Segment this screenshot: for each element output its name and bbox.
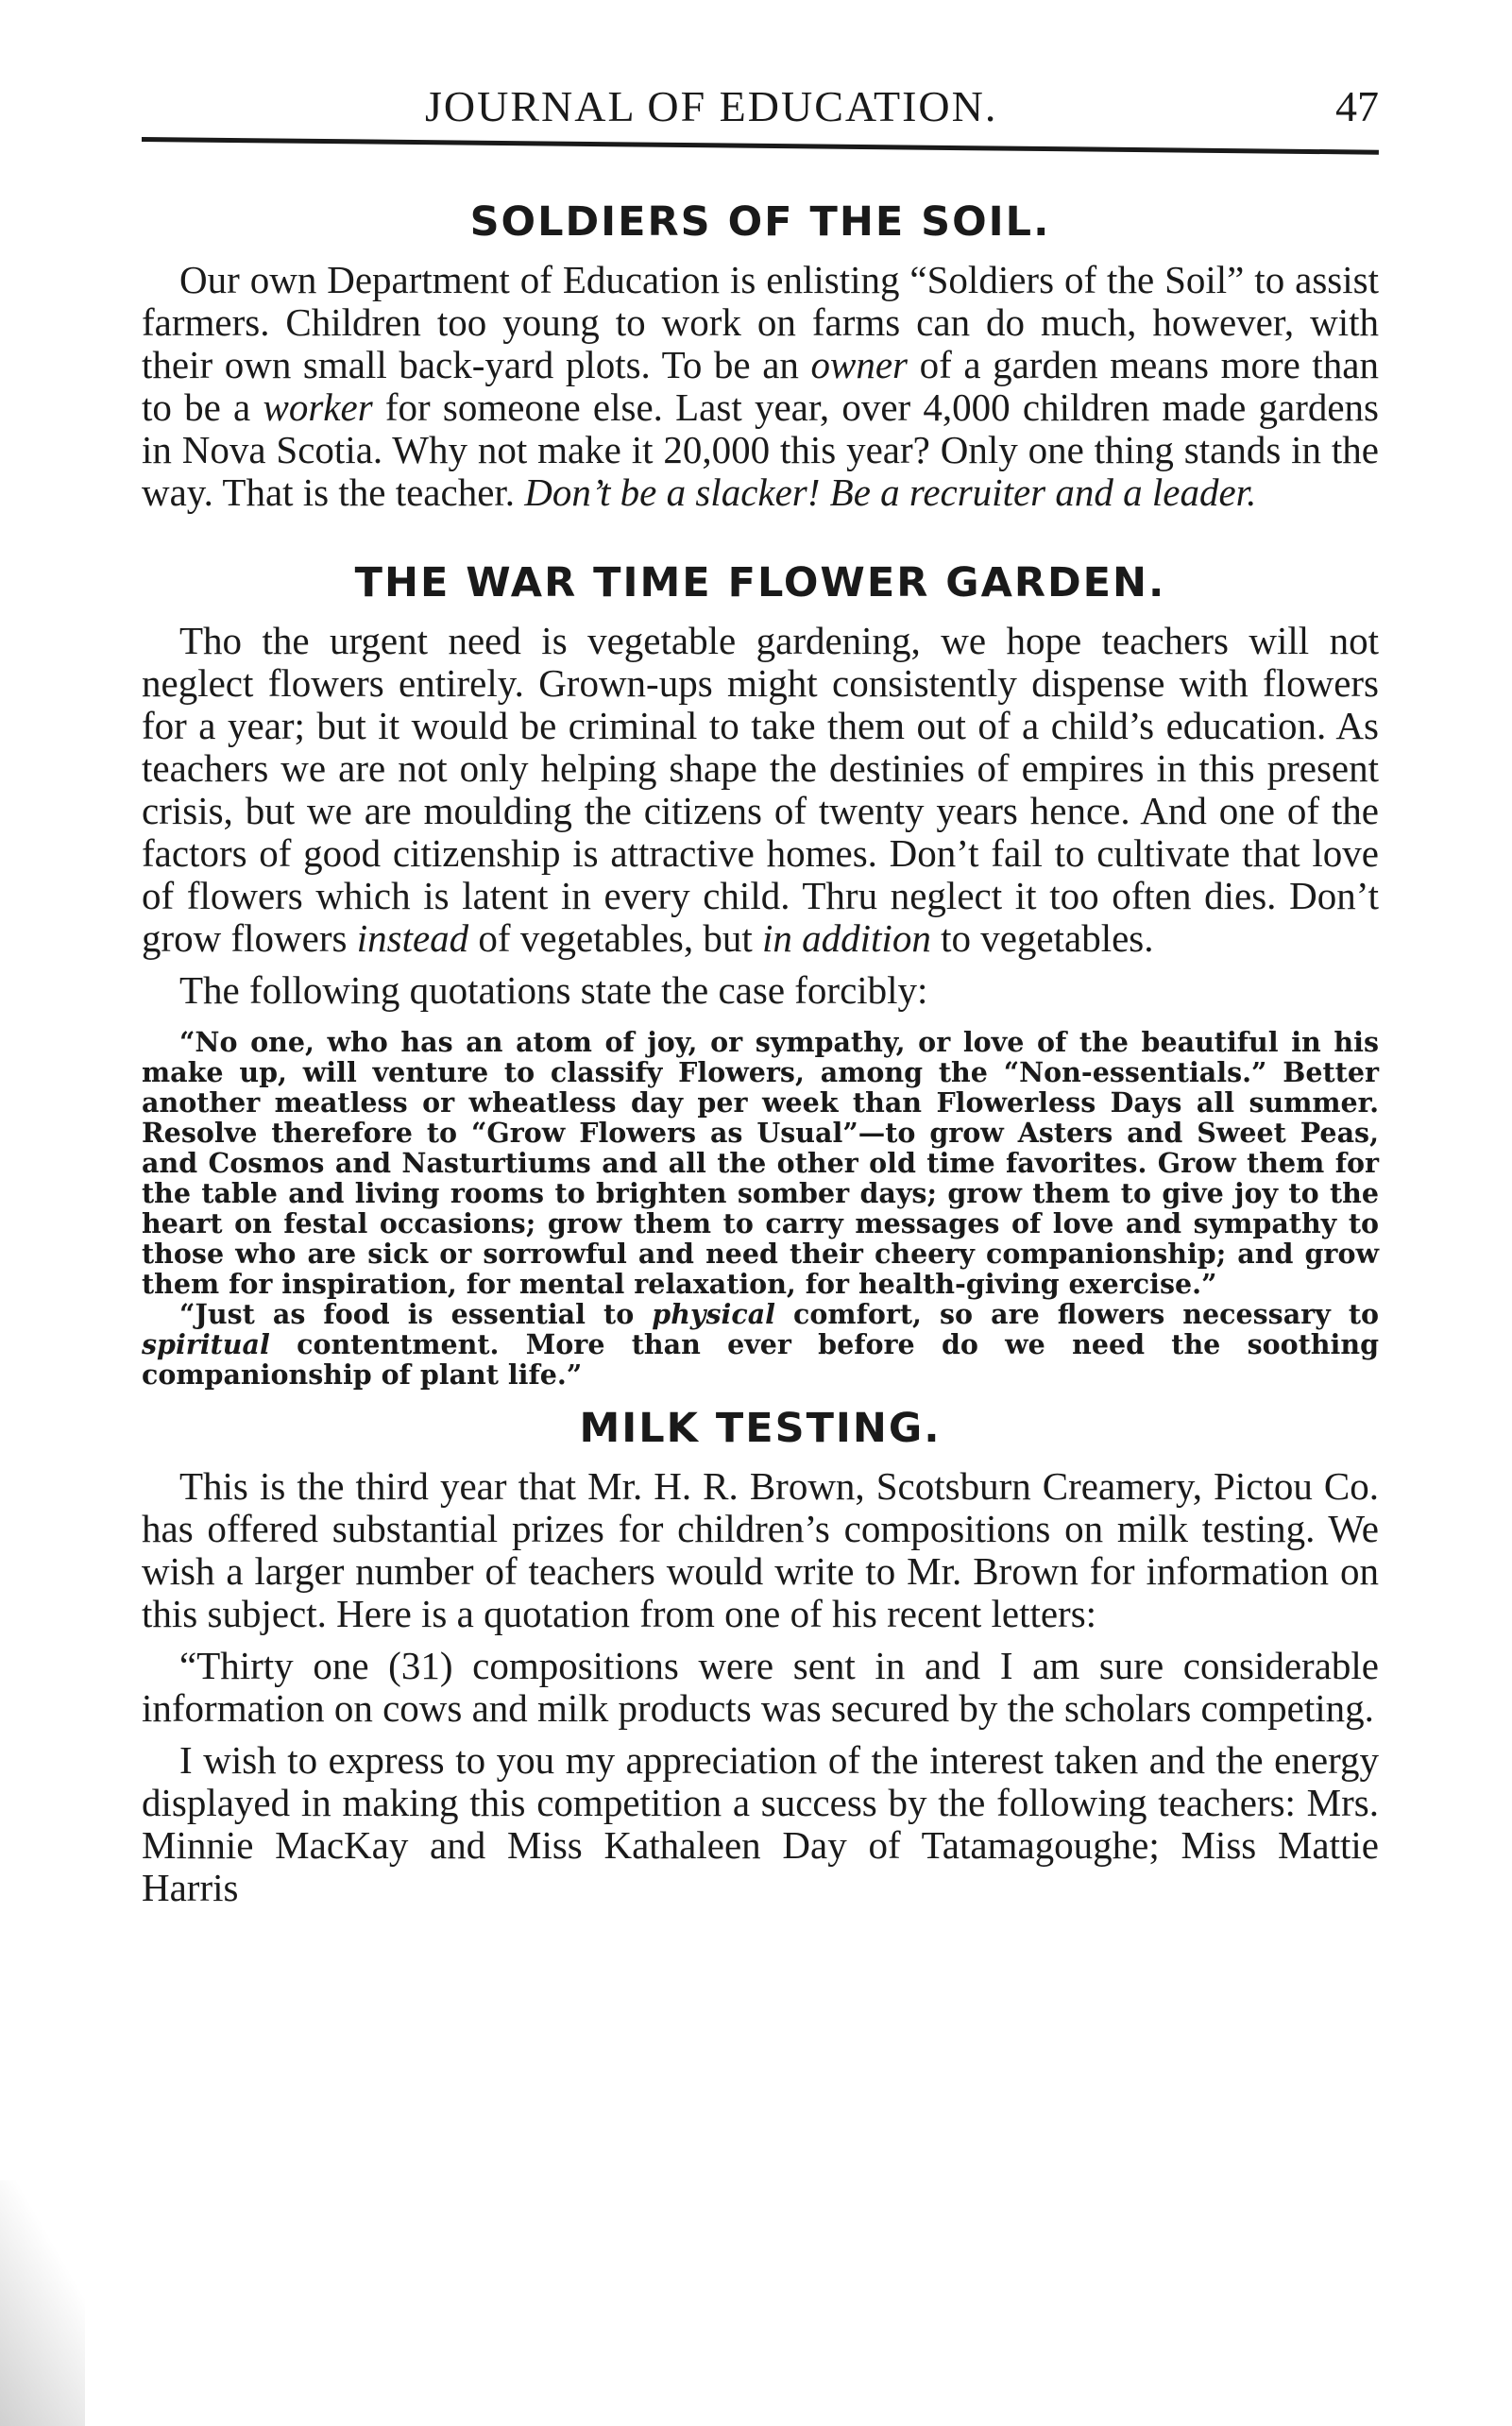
emphasis: owner: [810, 343, 908, 386]
section-soldiers-of-the-soil: [142, 198, 1379, 514]
text-run: of vegetables, but: [468, 916, 762, 960]
section-heading: SOLDIERS OF THE SOIL.: [469, 198, 1051, 246]
header-rule: [142, 137, 1379, 155]
emphasis: worker: [263, 385, 373, 429]
emphasis: spiritual: [142, 1328, 270, 1360]
quotation: “No one, who has an atom of joy, or sympathy, or love of the beautiful in his make up, will venture to classify Flowers, among the “Non-essentials.” Better another meatless or wheatless day per week than Flowerless Days all summer. Resolve therefore to “Grow Flowers as Usual”—to grow Asters and Sweet Peas, and Cosmos and Nasturtiums and all the other old time favorites. Grow them for the table and living rooms to brighten somber days; grow them to give joy to the heart on festal occasions; grow them to carry messages of love and sympathy to those who are sick or sorrowful and need their cheery companionship; and grow them for inspiration, for mental relaxation, for health-giving exercise.”: [142, 1026, 1379, 1300]
text-run: for someone else. Last year, over 4,000 children made gardens in Nova Scotia. Why not make it 20,000 this year? Only one thing stands in the way. That is the teacher.: [142, 385, 1379, 514]
section-heading: THE WAR TIME FLOWER GARDEN.: [354, 559, 1166, 606]
paragraph: The following quotations state the case forcibly:: [179, 968, 928, 1012]
quotation: [142, 1299, 1379, 1390]
emphasis: in addition: [762, 916, 931, 960]
text-run: to vegetables.: [930, 916, 1154, 960]
text-run: Our own Department of Education is enlisting “Soldiers of the Soil” to assist farmers. Children too young to work on farms can do much, however, with their own small back-yard plots. To be an: [142, 258, 1379, 386]
text-column: [142, 198, 1379, 1909]
section-war-time-flower-garden: [142, 559, 1379, 1390]
text-run: of a garden means more than to be a: [142, 343, 1379, 429]
paragraph: I wish to express to you my appreciation of the interest taken and the energy displayed in making this competition a success by the following teachers: Mrs. Minnie MacKay and Miss Kathaleen Day of Tatamagoughe; Miss Mattie Harris: [142, 1738, 1379, 1909]
page-number: 47: [1335, 82, 1379, 130]
paragraph: [142, 259, 1379, 514]
running-title: JOURNAL OF EDUCATION.: [425, 82, 998, 130]
emphasis: Don’t be a slacker! Be a recruiter and a leader.: [524, 470, 1257, 514]
text-run: contentment. More than ever before do we need the soothing companionship of plant life.”: [142, 1328, 1379, 1391]
emphasis: instead: [356, 916, 469, 960]
text-run: Tho the urgent need is vegetable gardening, we hope teachers will not neglect flowers entirely. Grown-ups might consistently dispense with flowers for a year; but it would be criminal to take them out of a child’s education. As teachers we are not only helping shape the destinies of empires in this present crisis, but we are moulding the citizens of twenty years hence. And one of the factors of good citizenship is attractive homes. Don’t fail to cultivate that love of flowers which is latent in every child. Thru neglect it too often dies. Don’t grow flowers: [142, 619, 1379, 960]
text-run: comfort, so are flowers necessary to: [775, 1298, 1379, 1330]
text-run: “Just as food is essential to: [179, 1298, 653, 1330]
paragraph: This is the third year that Mr. H. R. Brown, Scotsburn Creamery, Pictou Co. has offered substantial prizes for children’s compositions on milk testing. We wish a larger number of teachers would write to Mr. Brown for information on this subject. Here is a quotation from one of his recent letters:: [142, 1464, 1379, 1635]
section-milk-testing: [142, 1405, 1379, 1909]
running-head: [142, 76, 1379, 132]
scan-edge-shadow: [0, 2180, 85, 2426]
emphasis: physical: [652, 1298, 775, 1330]
paragraph: [142, 620, 1379, 960]
section-heading: MILK TESTING.: [579, 1405, 942, 1452]
paragraph: “Thirty one (31) compositions were sent in and I am sure considerable information on cows and milk products was secured by the scholars competing.: [142, 1644, 1379, 1730]
